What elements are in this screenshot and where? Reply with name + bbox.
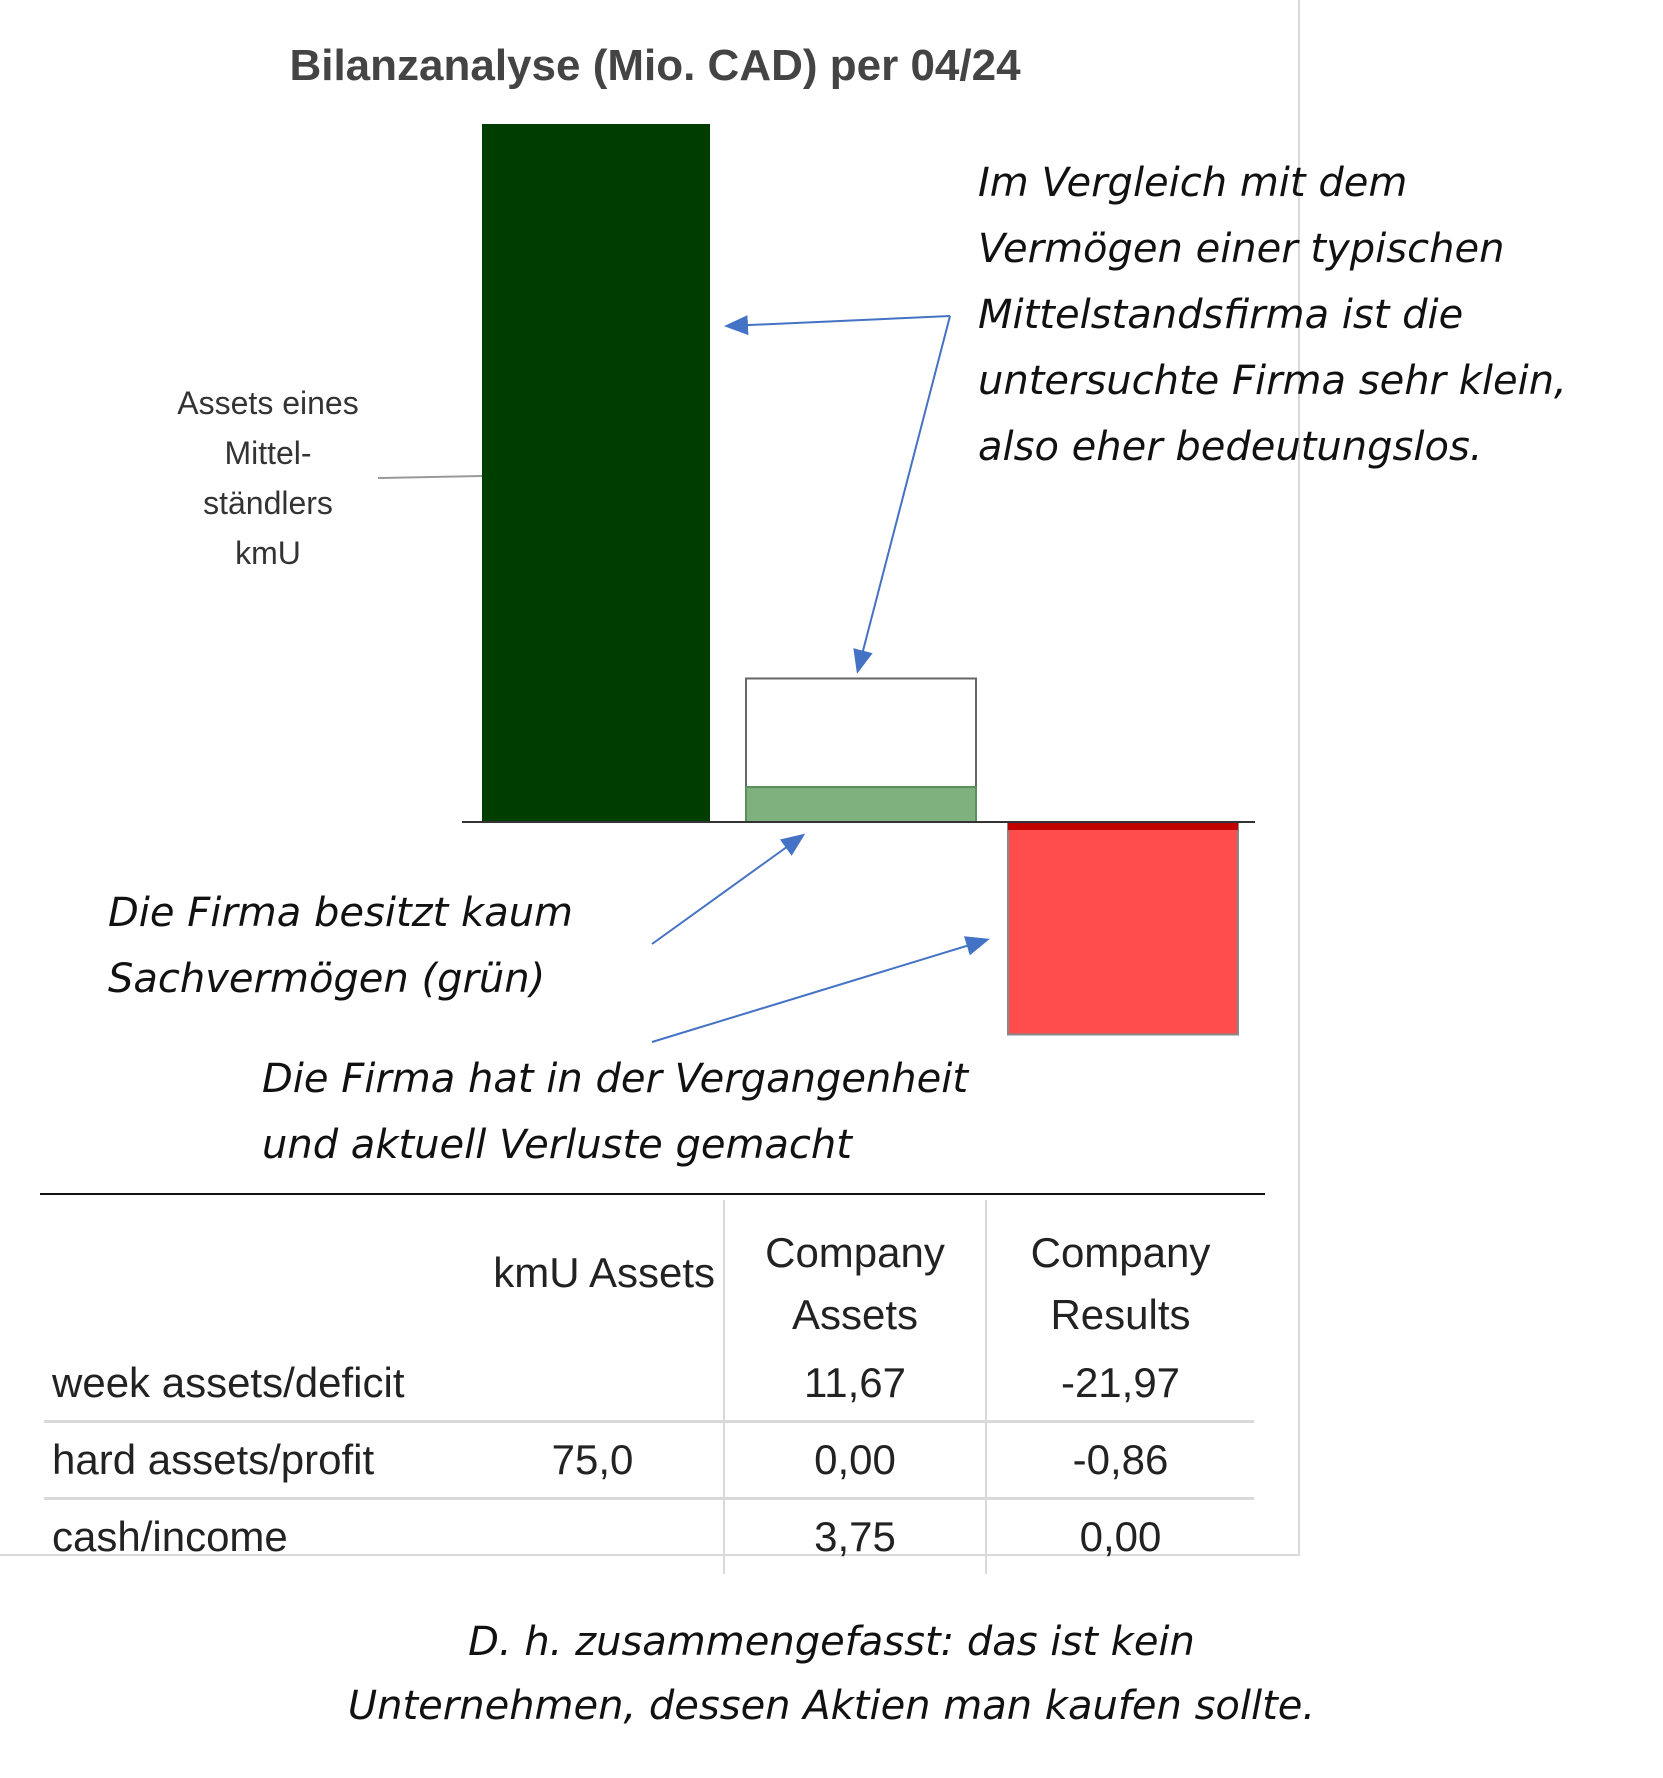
table-row [44,1422,1254,1499]
annotation-line: also eher bedeutungslos. [978,424,1483,470]
header-kmu-text: kmU Assets [493,1249,715,1296]
arrow-to-kmu-bar [728,316,950,326]
side-label-line: kmU [235,535,301,571]
bar-company-assets-week [746,678,976,787]
table-row [44,1499,1254,1575]
side-label-line: Assets eines [177,385,359,421]
table-header-company-assets [724,1200,986,1346]
table-row [44,1346,1254,1422]
cell-kmu [462,1346,724,1422]
annotation-line: Die Firma besitzt kaum [108,890,574,936]
table-header-company-results [986,1200,1254,1346]
annotation-line: Vermögen einer typischen [978,226,1505,272]
side-label-line: Mittel- [224,435,312,471]
data-table [44,1200,1254,1574]
cell-company-results: -21,97 [1060,1359,1181,1406]
cell-company-results: -0,86 [1072,1436,1169,1483]
annotation-line: Sachvermögen (grün) [108,956,546,1002]
table-header-kmu [462,1200,724,1346]
cell-company-assets: 11,67 [724,1346,986,1422]
chart-title: Bilanzanalyse (Mio. CAD) per 04/24 [289,41,1021,90]
cell-company-results: 0,00 [1079,1513,1162,1560]
annotation-line: Im Vergleich mit dem [978,160,1408,206]
cell-kmu: 75,0 [462,1422,724,1499]
arrow-to-company-box [858,316,950,670]
annotation-comparison [978,150,1567,480]
side-label-leader [378,476,482,478]
annotation-line: Mittelstandsfirma ist die [978,292,1464,338]
conclusion-footer [0,1610,1663,1738]
annotation-line: Die Firma hat in der Vergangenheit [262,1056,969,1102]
kmu-side-label [148,378,388,578]
bar-company-results-deficit [1008,822,1238,1034]
bar-company-results-profit [1008,822,1238,830]
arrow-to-loss-bar [652,940,986,1042]
row-label: week assets/deficit [52,1359,405,1406]
annotation-hard-assets [108,880,573,1012]
annotation-line: untersuchte Firma sehr klein, [978,358,1567,404]
cell-kmu [462,1499,724,1575]
footer-line: D. h. zusammengefasst: das ist kein [468,1619,1195,1665]
cell-company-assets: 0,00 [724,1422,986,1499]
header-company-results-text: Company Results [1030,1229,1211,1338]
row-label: cash/income [52,1513,288,1560]
table-header-label [44,1200,462,1346]
side-label-line: ständlers [203,485,333,521]
bar-company-assets-cash [746,787,976,822]
header-company-assets-text: Company Assets [765,1229,945,1338]
table-header-row [44,1200,1254,1346]
annotation-line: und aktuell Verluste gemacht [262,1122,852,1168]
cell-company-assets: 3,75 [724,1499,986,1575]
bar-kmu-assets [482,124,710,822]
arrow-to-hard-assets [652,836,802,944]
footer-line: Unternehmen, dessen Aktien man kaufen sollte. [347,1683,1316,1729]
row-label: hard assets/profit [52,1436,375,1483]
annotation-losses [262,1046,968,1178]
